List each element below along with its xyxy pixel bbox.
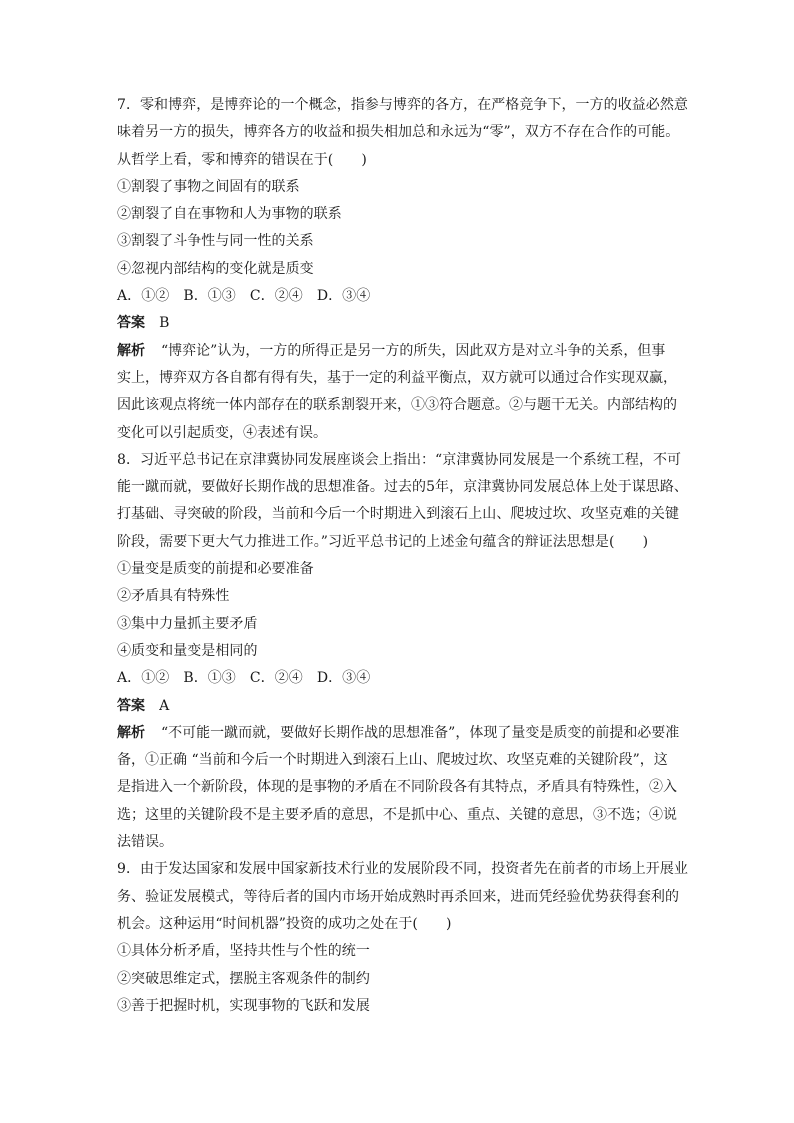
answer-choices: A．①② B．①③ C．②④ D．③④	[117, 670, 371, 687]
option-3: ③善于把握时机，实现事物的飞跃和发展	[117, 997, 370, 1014]
option-4: ④忽视内部结构的变化就是质变	[117, 260, 314, 277]
analysis-label: 解析	[117, 342, 145, 359]
analysis-line: 因此该观点将统一体内部存在的联系割裂开来，①③符合题意。②与题干无关。内部结构的	[117, 397, 677, 414]
option-2: ②矛盾具有特殊性	[117, 588, 230, 605]
option-3: ③割裂了斗争性与同一性的关系	[117, 233, 314, 250]
option-4: ④质变和量变是相同的	[117, 642, 258, 659]
analysis-line	[117, 338, 679, 365]
question-7	[117, 92, 688, 447]
question-stem-line: 阶段，需要下更大气力推进工作。”习近平总书记的上述金句蕴含的辩证法思想是( )	[117, 533, 649, 550]
question-stem-line: 9．由于发达国家和发展中国家新技术行业的发展阶段不同，投资者先在前者的市场上开展业	[117, 861, 688, 878]
analysis-line	[117, 720, 679, 747]
option-2: ②割裂了自在事物和人为事物的联系	[117, 206, 342, 223]
question-stem-line: 打基础、寻突破的阶段，当前和今后一个时期进入到滚石上山、爬坡过坎、攻坚克难的关键	[117, 506, 679, 523]
option-1: ①具体分析矛盾，坚持共性与个性的统一	[117, 943, 370, 960]
question-8	[117, 447, 688, 856]
analysis-line: 法错误。	[117, 834, 173, 851]
analysis-line: 是指进入一个新阶段，体现的是事物的矛盾在不同阶段各有其特点，矛盾具有特殊性，②入	[117, 779, 677, 796]
option-2: ②突破思维定式，摆脱主客观条件的制约	[117, 970, 370, 987]
answer-choices: A．①② B．①③ C．②④ D．③④	[117, 288, 371, 305]
question-stem-line: 从哲学上看，零和博弈的错误在于( )	[117, 151, 367, 168]
analysis-line: 备，①正确 “当前和今后一个时期进入到滚石上山、爬坡过坎、攻坚克难的关键阶段”，这	[117, 752, 668, 769]
question-stem-line: 8．习近平总书记在京津冀协同发展座谈会上指出：“京津冀协同发展是一个系统工程，不可	[117, 451, 682, 468]
analysis-text: “不可能一蹴而就，要做好长期作战的思想准备”，体现了量变是质变的前提和必要准	[161, 724, 680, 741]
analysis-line: 选；这里的关键阶段不是主要矛盾的意思，不是抓中心、重点、关键的意思，③不选；④说	[117, 806, 677, 823]
document-page	[117, 92, 688, 1020]
answer-value: A	[159, 697, 170, 714]
answer-label: 答案	[117, 697, 146, 714]
option-1: ①割裂了事物之间固有的联系	[117, 178, 300, 195]
option-1: ①量变是质变的前提和必要准备	[117, 561, 314, 578]
answer-line	[117, 693, 679, 720]
question-stem-line: 能一蹴而就，要做好长期作战的思想准备。过去的5年，京津冀协同发展总体上处于谋思路、	[117, 479, 688, 496]
question-stem-line: 机会。这种运用“时间机器”投资的成功之处在于( )	[117, 915, 452, 932]
question-9	[117, 856, 688, 1020]
analysis-text: “博弈论”认为，一方的所得正是另一方的所失，因此双方是对立斗争的关系，但事	[161, 342, 666, 359]
answer-line	[117, 310, 679, 337]
answer-label: 答案	[117, 315, 146, 332]
question-stem-line: 味着另一方的损失，博弈各方的收益和损失相加总和永远为“零”，双方不存在合作的可能。	[117, 124, 680, 141]
analysis-line: 实上，博弈双方各自都有得有失，基于一定的利益平衡点，双方就可以通过合作实现双赢，	[117, 369, 677, 386]
question-stem-line: 务、验证发展模式，等待后者的国内市场开始成熟时再杀回来，进而凭经验优势获得套利的	[117, 888, 679, 905]
analysis-label: 解析	[117, 724, 145, 741]
question-stem-line: 7．零和博弈，是博弈论的一个概念，指参与博弈的各方，在严格竞争下，一方的收益必然意	[117, 97, 688, 113]
option-3: ③集中力量抓主要矛盾	[117, 615, 258, 632]
answer-value: B	[159, 315, 170, 332]
analysis-line: 变化可以引起质变，④表述有误。	[117, 424, 327, 441]
